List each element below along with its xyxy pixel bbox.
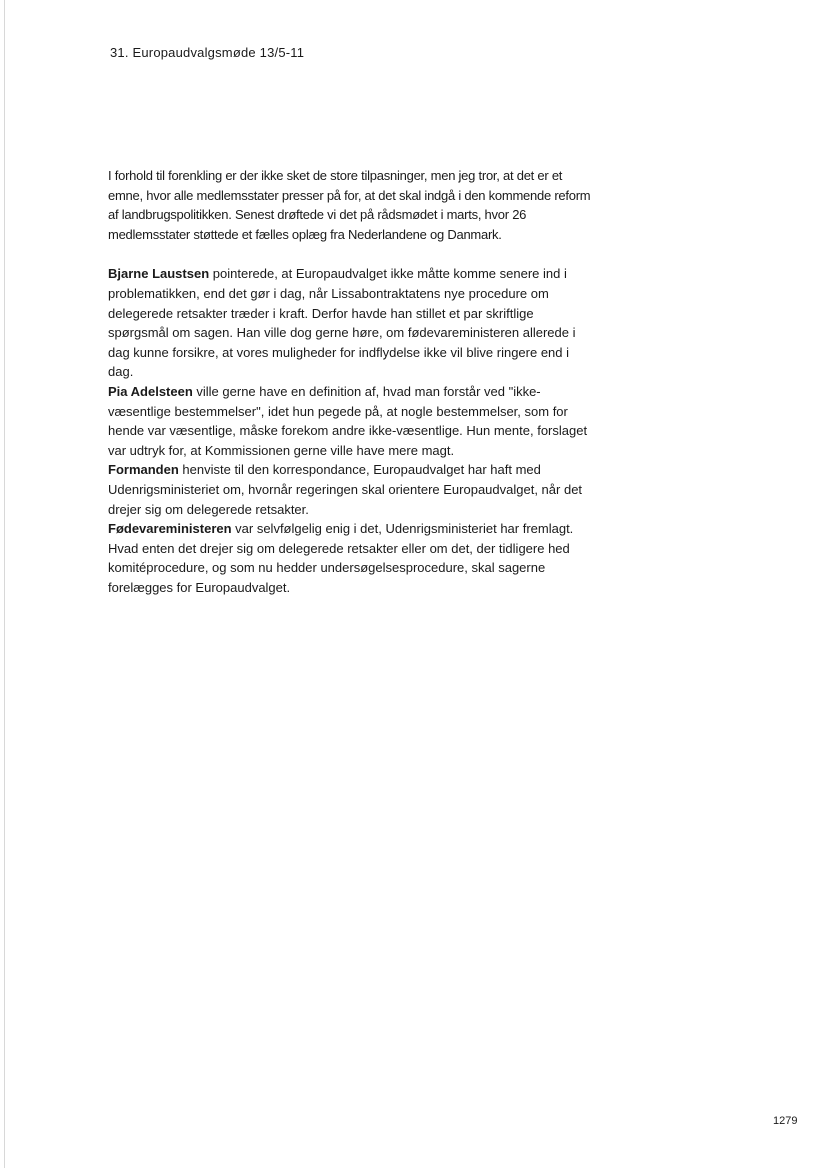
document-body [108,166,593,597]
speech-text: ville gerne have en definition af, hvad man forstår ved "ikke-væsentlige bestemmelser", idet hun pegede på, at nogle bestemmelser, som for hende var væsentlige, måske forekom andre ikke-væsentlige. Hun mente, forslaget var udtryk for, at Kommissionen gerne ville have mere magt. [108,383,588,458]
speech-text: henviste til den korrespondance, Europaudvalget har haft med Udenrigsministeriet om, hvornår regeringen skal orientere Europaudvalget, når det drejer sig om delegerede retsakter. [108,462,583,517]
speech-paragraph [108,519,593,597]
intro-paragraph: I forhold til forenkling er der ikke sket de store tilpasninger, men jeg tror, at det er et emne, hvor alle medlemsstater presser på for, at det skal indgå i den kommende reform af landbrugspolitikken. Senest drøftede vi det på rådsmødet i marts, hvor 26 medlemsstater støttede et fælles oplæg fra Nederlandene og Danmark. [108,168,591,242]
page-number: 1279 [773,1115,798,1127]
speech-paragraph [108,264,593,382]
page-header: 31. Europaudvalgsmøde 13/5-11 [110,45,305,60]
speech-text: pointerede, at Europaudvalget ikke måtte komme senere ind i problematikken, end det gør i dag, når Lissabontraktatens nye procedure om delegerede retsakter træder i kraft. Derfor havde han stillet et par skriftlige spørgsmål om sagen. Han ville dog gerne høre, om fødevareministeren allerede i dag kunne forsikre, at vores muligheder for indflydelse ikke vil blive ringere end i dag. [108,266,576,380]
speaker-name: Fødevareministeren [108,521,232,537]
scan-edge-line [4,0,5,1168]
speech-text: var selvfølgelig enig i det, Udenrigsministeriet har fremlagt. Hvad enten det drejer sig om delegerede retsakter eller om det, der tidligere hed komitéprocedure, og som nu hedder undersøgelsesprocedure, skal sagerne forelægges for Europaudvalget. [108,521,574,595]
speaker-name: Formanden [108,462,179,478]
speech-paragraph [108,460,593,519]
speaker-name: Bjarne Laustsen [108,266,210,282]
speaker-name: Pia Adelsteen [108,383,193,399]
speech-paragraph [108,382,593,460]
